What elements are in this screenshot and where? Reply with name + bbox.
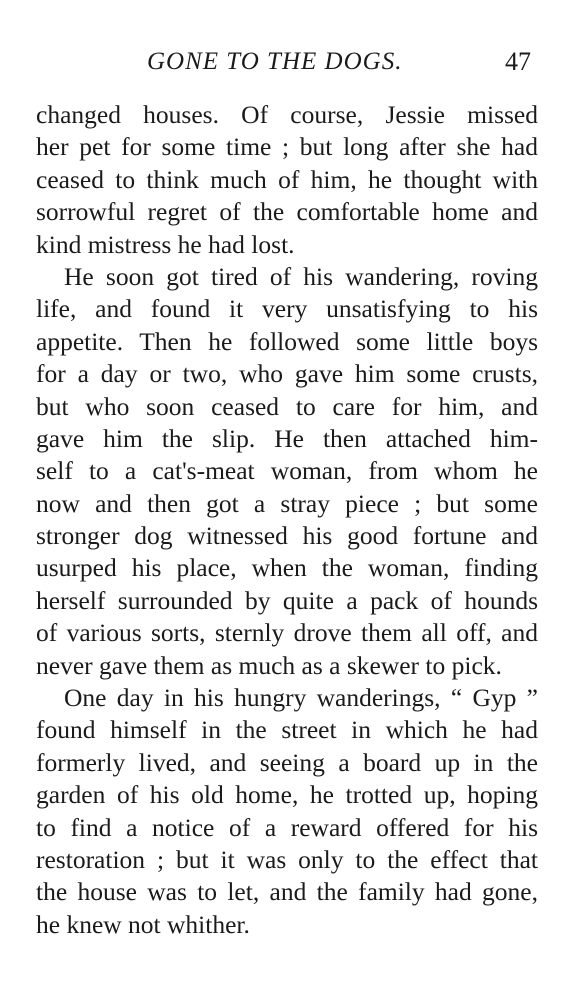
text-line: gave him the slip. He then attached him- [36, 423, 538, 453]
text-line: garden of his old home, he trotted up, hoping [36, 780, 538, 810]
text-line: for a day or two, who gave him some crusts, [36, 359, 538, 389]
text-line: the house was to let, and the family had gone, [36, 877, 538, 907]
text-line: he knew not whither. [36, 909, 250, 939]
text-line: usurped his place, when the woman, finding [36, 553, 538, 583]
text-line: stronger dog witnessed his good fortune and [36, 521, 538, 551]
text-line: sorrowful regret of the comfortable home and [36, 197, 538, 227]
text-line: now and then got a stray piece ; but some [36, 488, 538, 518]
text-line: found himself in the street in which he had [36, 715, 538, 745]
text-line: ceased to think much of him, he thought with [36, 164, 538, 194]
text-line: formerly lived, and seeing a board up in the [36, 747, 538, 777]
text-line: herself surrounded by quite a pack of hounds [36, 585, 538, 615]
text-line: life, and found it very unsatisfying to his [36, 294, 538, 324]
page-number: 47 [505, 47, 531, 76]
body-text [36, 99, 538, 941]
text-line: never gave them as much as a skewer to pick. [36, 650, 502, 680]
text-line: of various sorts, sternly drove them all off, and [36, 618, 538, 648]
text-line: appetite. Then he followed some little boys [36, 326, 538, 356]
text-line: kind mistress he had lost. [36, 229, 295, 259]
text-line: self to a cat's-meat woman, from whom he [36, 456, 538, 486]
text-line: restoration ; but it was only to the effect that [36, 844, 538, 874]
running-head [0, 42, 587, 82]
text-line: her pet for some time ; but long after she had [36, 132, 538, 162]
running-title: GONE TO THE DOGS. [147, 48, 403, 75]
text-line: but who soon ceased to care for him, and [36, 391, 538, 421]
text-line: to find a notice of a reward offered for his [36, 812, 538, 842]
text-line: One day in his hungry wanderings, “ Gyp ” [64, 683, 538, 713]
text-line: He soon got tired of his wandering, roving [64, 261, 538, 291]
text-line: changed houses. Of course, Jessie missed [36, 100, 538, 129]
